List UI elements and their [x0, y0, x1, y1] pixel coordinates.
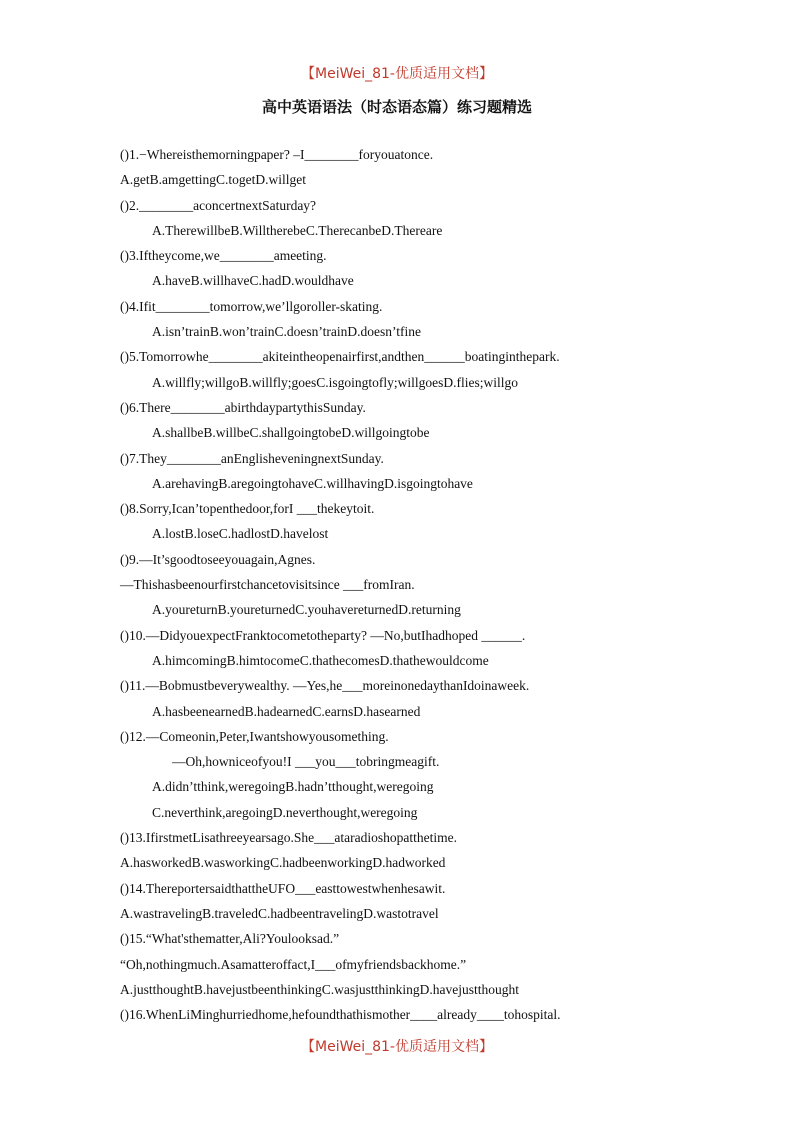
question-line: ()2.________aconcertnextSaturday? — [120, 197, 317, 213]
question-line: ()16.WhenLiMinghurriedhome,hefoundthathismother____already____tohospital. — [120, 1007, 561, 1023]
options-line: A.didn’tthink,weregoingB.hadn’tthought,weregoing — [152, 779, 434, 795]
question-line: ()8.Sorry,Ican’topenthedoor,forI ___thekeytoit. — [120, 501, 375, 517]
options-line: A.hasworkedB.wasworkingC.hadbeenworkingD.hadworked — [120, 855, 446, 871]
options-line: A.haveB.willhaveC.hadD.wouldhave — [152, 273, 354, 289]
options-line: A.lostB.loseC.hadlostD.havelost — [152, 526, 329, 542]
page-footer: 【MeiWei_81-优质适用文档】 — [301, 1039, 493, 1055]
options-line: A.justthoughtB.havejustbeenthinkingC.wasjustthinkingD.havejustthought — [120, 981, 519, 997]
question-line: ()15.“What'sthematter,Ali?Youlooksad.” — [120, 931, 340, 947]
question-line: ()14.ThereportersaidthattheUFO___easttowestwhenhesawit. — [120, 880, 446, 896]
question-line: ()10.—DidyouexpectFranktocometotheparty? —No,butIhadhoped ______. — [120, 627, 526, 643]
question-line: ()7.They________anEnglisheveningnextSunday. — [120, 450, 384, 466]
question-line: ()3.Iftheycome,we________ameeting. — [120, 248, 327, 264]
exercise-list — [120, 142, 680, 1027]
options-line: A.arehavingB.aregoingtohaveC.willhavingD.isgoingtohave — [152, 475, 473, 491]
options-line: A.youreturnB.youreturnedC.youhavereturnedD.returning — [152, 602, 461, 618]
options-line: A.wastravelingB.traveledC.hadbeentravelingD.wastotravel — [120, 905, 439, 921]
question-line: ()5.Tomorrowhe________akiteintheopenairfirst,andthen______boatinginthepark. — [120, 349, 560, 365]
question-line: “Oh,nothingmuch.Asamatteroffact,I___ofmyfriendsbackhome.” — [120, 956, 467, 972]
question-line: ()13.IfirstmetLisathreeyearsago.She___ataradioshopatthetime. — [120, 830, 458, 846]
options-line: A.willfly;willgoB.willfly;goesC.isgoingtofly;willgoesD.flies;willgo — [152, 374, 518, 390]
question-line: ()6.There________abirthdaypartythisSunday. — [120, 399, 366, 415]
options-line: A.getB.amgettingC.togetD.willget — [120, 172, 306, 188]
options-line: A.TherewillbeB.WilltherebeC.TherecanbeD.Thereare — [152, 222, 443, 238]
document-title: 高中英语语法（时态语态篇）练习题精选 — [261, 98, 532, 116]
question-line: —Oh,howniceofyou!I ___you___tobringmeagift. — [172, 754, 440, 770]
question-line: ()4.Ifit________tomorrow,we’llgoroller-skating. — [120, 298, 383, 314]
options-line: C.neverthink,aregoingD.neverthought,weregoing — [152, 804, 418, 820]
question-line: ()9.—It’sgoodtoseeyouagain,Agnes. — [120, 551, 316, 567]
options-line: A.isn’trainB.won’trainC.doesn’trainD.doesn’tfine — [152, 324, 421, 340]
question-line: ()1.−Whereisthemorningpaper? –I________foryouatonce. — [120, 147, 434, 162]
options-line: A.himcomingB.himtocomeC.thathecomesD.thathewouldcome — [152, 652, 489, 668]
question-line: —Thishasbeenourfirstchancetovisitsince ___fromIran. — [120, 577, 415, 593]
options-line: A.hasbeenearnedB.hadearnedC.earnsD.hasearned — [152, 703, 421, 719]
question-line: ()11.—Bobmustbeverywealthy. —Yes,he___moreinonedaythanIdoinaweek. — [120, 678, 530, 694]
question-line: ()12.—Comeonin,Peter,Iwantshowyousomething. — [120, 728, 389, 744]
options-line: A.shallbeB.willbeC.shallgoingtobeD.willgoingtobe — [152, 425, 430, 441]
page-header: 【MeiWei_81-优质适用文档】 — [301, 66, 493, 82]
